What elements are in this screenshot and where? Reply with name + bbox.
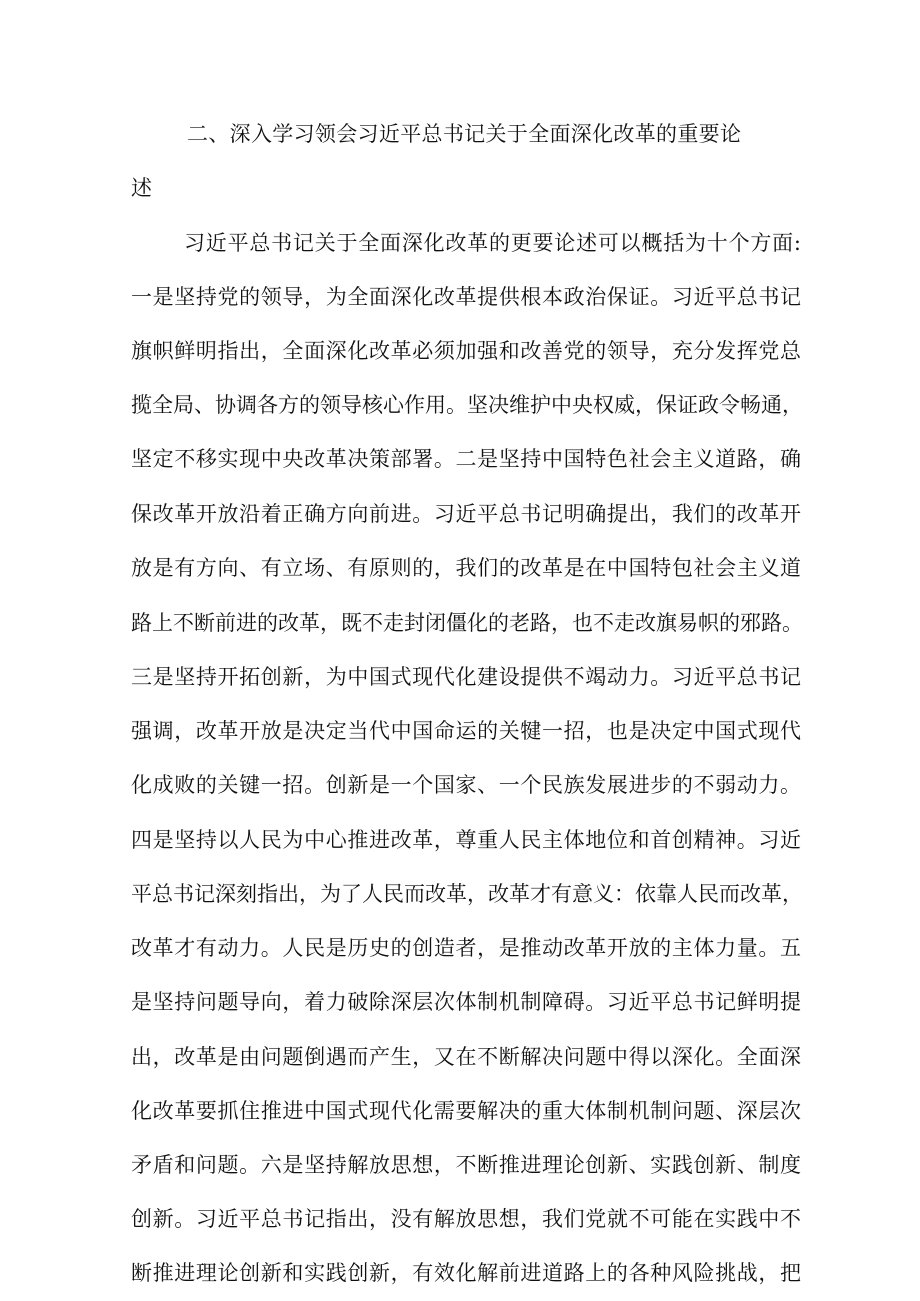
paragraph-line-5: 坚定不移实现中央改革决策部署。二是坚持中国特色社会主义道路，确	[131, 447, 801, 471]
section-heading-line-2: 述	[131, 176, 152, 200]
paragraph-line-14: 改革才有动力。人民是历史的创造者，是推动改革开放的主体力量。五	[131, 936, 801, 960]
paragraph-line-20: 断推进理论创新和实践创新，有效化解前进道路上的各种风险挑战，把	[131, 1261, 801, 1285]
paragraph-line-15: 是坚持问题导向，着力破除深层次体制机制障碍。习近平总书记鲜明提	[131, 990, 801, 1014]
paragraph-line-17: 化改革要抓住推进中国式现代化需要解决的重大体制机制问题、深层次	[131, 1099, 801, 1123]
paragraph-line-9: 三是坚持开拓创新，为中国式现代化建设提供不竭动力。习近平总书记	[131, 665, 801, 689]
paragraph-line-7: 放是有方向、有立场、有原则的，我们的改革是在中国特包社会主义道	[131, 556, 801, 580]
paragraph-line-6: 保改革开放沿着正确方向前进。习近平总书记明确提出，我们的改革开	[131, 502, 801, 526]
paragraph-line-13: 平总书记深刻指出，为了人民而改革，改革才有意义：依靠人民而改革，	[131, 882, 803, 906]
paragraph-line-4: 揽全局、协调各方的领导核心作用。坚决维护中央权威，保证政令畅通，	[131, 393, 803, 417]
paragraph-line-11: 化成败的关键一招。创新是一个国家、一个民族发展进步的不弱动力。	[131, 773, 801, 797]
paragraph-line-8: 路上不断前进的改革，既不走封闭僵化的老路，也不走改旗易帜的邪路。	[131, 611, 803, 635]
section-heading-line-1: 二、深入学习领会习近平总书记关于全面深化改革的重要论	[187, 122, 741, 146]
paragraph-line-19: 创新。习近平总书记指出，没有解放思想，我们党就不可能在实践中不	[131, 1207, 801, 1231]
paragraph-line-2: 一是坚持党的领导，为全面深化改革提供根本政治保证。习近平总书记	[131, 285, 801, 309]
paragraph-line-10: 强调，改革开放是决定当代中国命运的关犍一招，也是决定中国式现代	[131, 719, 801, 743]
paragraph-line-3: 旗帜鲜明指出，全面深化改革必须加强和改善党的领导，充分发挥党总	[131, 339, 801, 363]
paragraph-line-16: 出，改革是由问题倒遇而产生，又在不断解决问题中得以深化。全面深	[131, 1045, 801, 1069]
paragraph-line-12: 四是坚持以人民为中心推进改革，尊重人民主体地位和首创精神。习近	[131, 828, 801, 852]
paragraph-line-18: 矛盾和问题。六是坚持解放思想，不断推进理论创新、实践创新、制度	[131, 1153, 801, 1177]
paragraph-line-1: 习近平总书记关于全面深化改革的更要论述可以概括为十个方面:	[184, 231, 801, 255]
